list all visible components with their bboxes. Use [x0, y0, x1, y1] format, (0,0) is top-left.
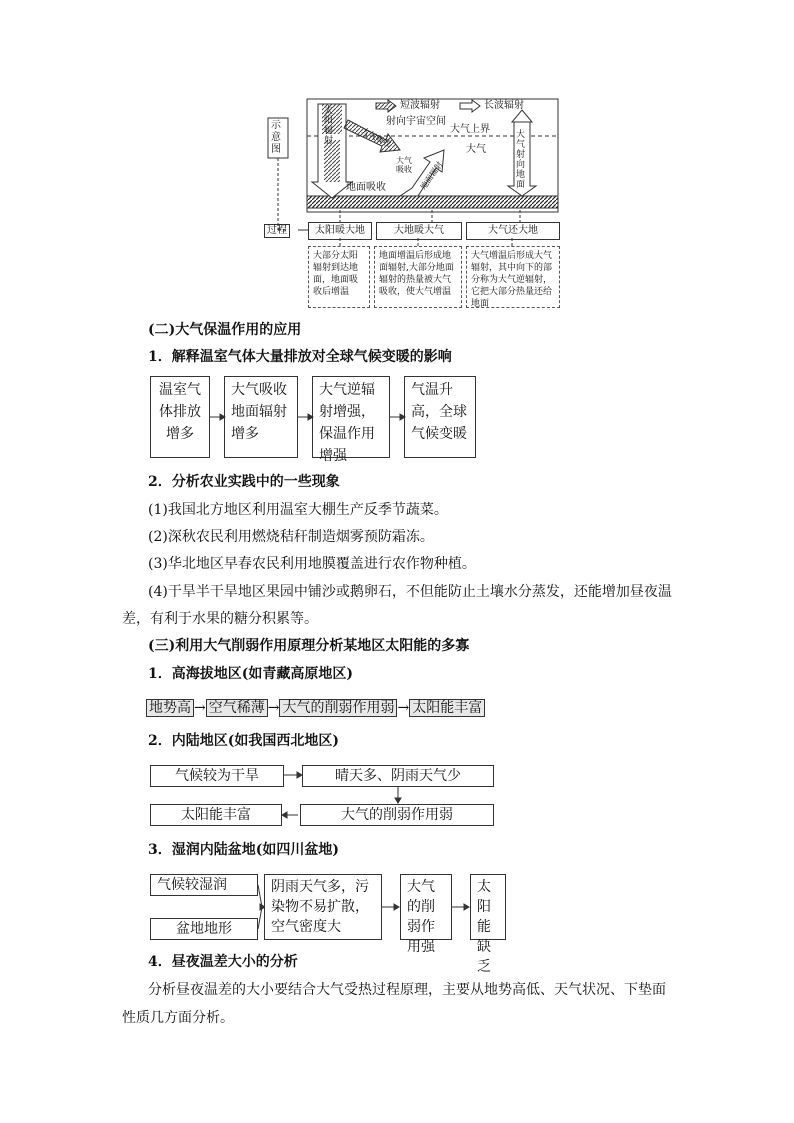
chain-2: 空气稀薄: [206, 699, 268, 717]
flow1-box-3: 大气逆辐射增强，保温作用增强: [312, 376, 390, 458]
absorb-label: 大气吸收: [359, 126, 393, 150]
note-1: 大部分太阳辐射到达地面，地面吸收后增温: [308, 246, 370, 308]
ground-absorb-label: 地面吸收: [346, 182, 386, 193]
section2-heading: (二)大气保温作用的应用: [148, 322, 302, 338]
flow3-box-2: 盆地地形: [150, 918, 258, 940]
flow2-box-2: 晴天多、阴雨天气少: [302, 765, 494, 787]
stage-1: 太阳暖大地: [308, 222, 372, 240]
point-3: (3)华北地区早春农民利用地膜覆盖进行农作物种植。: [148, 556, 476, 572]
chain-4: 太阳能丰富: [409, 699, 485, 717]
counter-rad-label: 大气射向地面: [516, 130, 526, 190]
stage-3: 大气还大地: [466, 222, 560, 240]
chain-row: 地势高 → 空气稀薄 → 大气的削弱作用弱 → 太阳能丰富: [146, 698, 485, 718]
section3-item4-title: 4．昼夜温差大小的分析: [148, 954, 298, 970]
flow3-box-1: 气候较湿润: [150, 874, 258, 896]
process-label: 过程: [264, 224, 290, 238]
sun-label: 太阳辐射: [324, 106, 334, 146]
note-2: 地面增温后形成地面辐射,大部分地面辐射的热量被大气吸收，使大气增温: [374, 246, 462, 308]
flow3-box-4: 大气的削弱作用强: [400, 874, 452, 940]
point-4: (4)干旱半干旱地区果园中铺沙或鹅卵石，不但能防止土壤水分蒸发，还能增加昼夜温: [148, 584, 672, 600]
flow1-box-1: 温室气体排放增多: [150, 376, 210, 458]
flow2-box-1: 气候较为干旱: [150, 765, 284, 787]
section3-item2-title: 2．内陆地区(如我国西北地区): [148, 733, 339, 749]
ground-rad-label: 地面辐射: [418, 160, 445, 192]
atmo-top-label: 大气上界: [450, 124, 490, 135]
legend-short-label: 短波辐射: [400, 100, 440, 111]
flow1-box-2: 大气吸收地面辐射增多: [224, 376, 298, 458]
section3-item3-title: 3．湿润内陆盆地(如四川盆地): [148, 842, 339, 858]
side-label: 示意图: [271, 120, 281, 155]
flow3-box-3: 阴雨天气多，污染物不易扩散，空气密度大: [264, 874, 382, 940]
atmo-label: 大气: [466, 144, 486, 155]
flow3-box-5: 太阳能缺乏: [470, 874, 506, 940]
absorb-label-2: 大气吸收: [396, 156, 412, 174]
ground-strip: [307, 196, 558, 208]
point-2: (2)深秋农民利用燃烧秸秆制造烟雾预防霜冻。: [148, 529, 434, 545]
flow2-box-4: 太阳能丰富: [150, 804, 282, 826]
note-3: 大气增温后形成大气辐射，其中向下的部分称为大气逆辐射，它把大部分热量还给地面: [466, 246, 560, 308]
para-line-1: 分析昼夜温差的大小要结合大气受热过程原理，主要从地势高低、天气状况、下垫面: [148, 982, 666, 998]
stage-2: 大地暖大气: [376, 222, 462, 240]
space-label: 射向宇宙空间: [386, 116, 446, 127]
para-line-2: 性质几方面分析。: [122, 1010, 234, 1026]
section2-item2-title: 2．分析农业实践中的一些现象: [148, 474, 340, 490]
section3-item1-title: 1．高海拔地区(如青藏高原地区): [148, 666, 353, 682]
section2-item1-title: 1．解释温室气体大量排放对全球气候变暖的影响: [148, 349, 452, 365]
flow1-box-4: 气温升高，全球气候变暖: [404, 376, 476, 458]
legend-long-label: 长波辐射: [484, 100, 524, 111]
point-1: (1)我国北方地区利用温室大棚生产反季节蔬菜。: [148, 502, 448, 518]
chain-1: 地势高: [146, 699, 194, 717]
point-4-cont: 差，有利于水果的糖分积累等。: [122, 611, 318, 627]
section3-heading: (三)利用大气削弱作用原理分析某地区太阳能的多寡: [148, 638, 470, 654]
chain-3: 大气的削弱作用弱: [279, 699, 397, 717]
flow2-box-3: 大气的削弱作用弱: [300, 804, 494, 826]
